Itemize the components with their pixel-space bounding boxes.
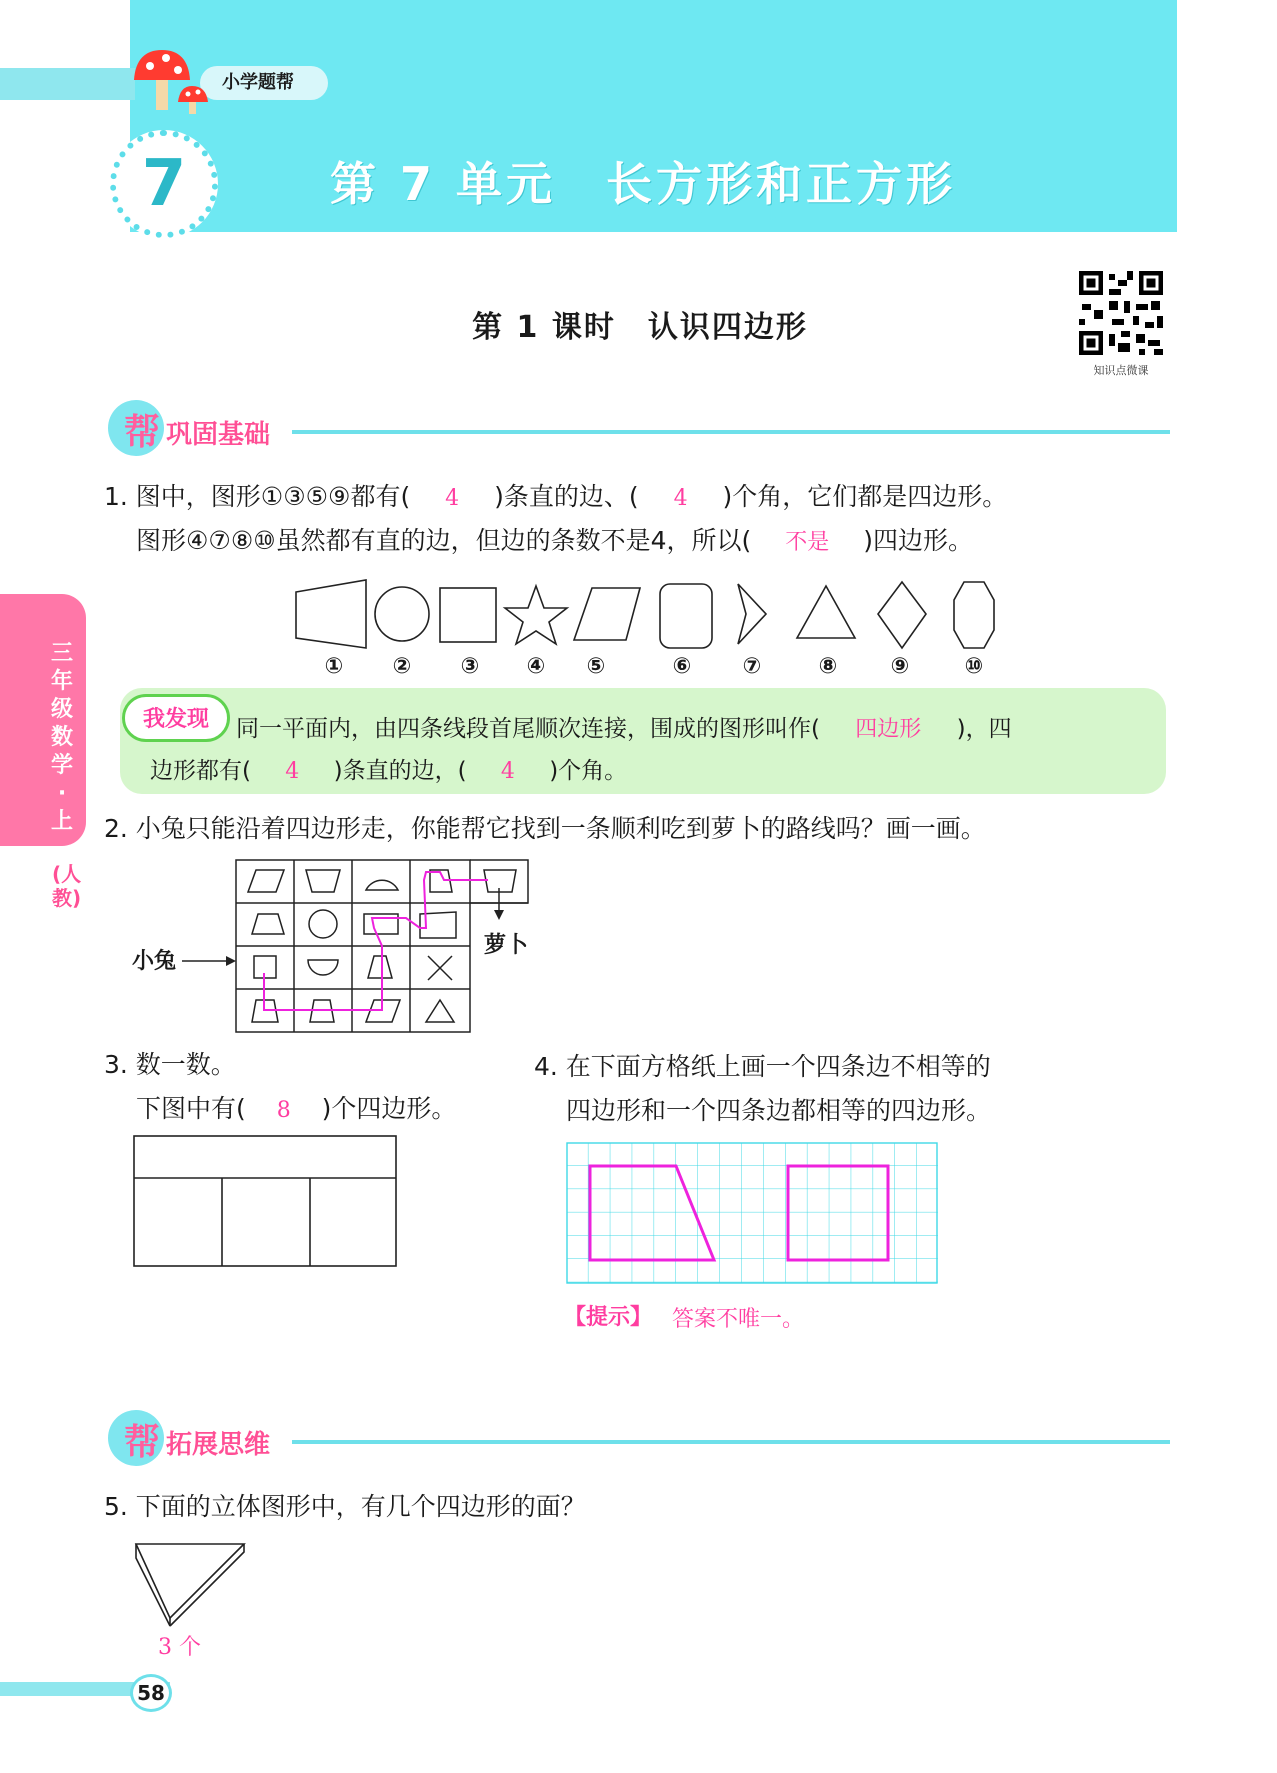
mushroom-icon [130,46,210,114]
question-2-text: 2. 小兔只能沿着四边形走，你能帮它找到一条顺利吃到萝卜的路线吗？画一画。 [104,814,986,843]
shape-label-6: ⑥ [672,654,692,679]
question-3-line: 下图中有( 8 )个四边形。 [136,1092,456,1128]
shapes-row [290,578,1010,656]
triangular-prism-figure [130,1540,252,1630]
shape-label-7: ⑦ [742,654,762,679]
discover-line-2: 边形都有( 4 )条直的边，( 4 )个角。 [150,754,627,789]
top-strip [0,68,135,100]
shape-5-parallelogram [574,588,640,640]
shape-2-circle [375,587,429,641]
edition-label: (人教) [52,862,82,910]
shape-6-rounded-rect [660,584,712,648]
section-divider [292,430,1170,434]
unit-title: 第 7 单元 长方形和正方形 [330,157,957,211]
unit-number: 7 [141,147,187,221]
shape-label-4: ④ [526,654,546,679]
section-bang-label: 帮 [124,412,161,453]
lesson-title: 第 1 课时 认识四边形 [472,310,808,345]
discover-answer-2: 4 [285,759,300,784]
shape-label-9: ⑨ [890,654,910,679]
qr-label: 知识点微课 [1093,364,1149,377]
grade-label: 三年级数学·上 [50,641,73,834]
grid-paper [566,1142,938,1286]
shape-label-2: ② [392,654,412,679]
shape-label-8: ⑧ [818,654,838,679]
question-5-text: 5. 下面的立体图形中，有几个四边形的面？ [104,1492,586,1521]
shape-label-3: ③ [460,654,480,679]
qr-code-icon[interactable] [1076,268,1166,358]
shape-3-square [440,588,496,642]
discover-answer-3: 4 [500,759,515,784]
hint-text: 答案不唯一。 [672,1307,805,1332]
section-title: 巩固基础 [166,420,271,450]
answer-1a: 4 [445,486,460,511]
carrot-label: 萝卜 [484,933,529,958]
shape-label-1: ① [324,654,344,679]
section-divider [292,1440,1170,1444]
question-4-line-2: 四边形和一个四条边都相等的四边形。 [566,1096,992,1125]
count-figure [132,1134,400,1270]
discover-badge: 我发现 [122,694,230,742]
arrow-right-icon [182,954,238,968]
answer-3: 8 [276,1098,291,1123]
section-title: 拓展思维 [166,1430,271,1460]
discover-line-1: 同一平面内，由四条线段首尾顺次连接，围成的图形叫作( 四边形 )，四 [236,712,1012,747]
question-1-line-1: 1. 图中，图形①③⑤⑨都有( 4 )条直的边、( 4 )个角，它们都是四边形。 [104,480,1007,516]
shape-label-10: ⑩ [964,654,984,679]
shape-8-triangle [797,586,855,638]
shape-7-arrowhead [738,584,766,644]
page-number: 58 [130,1674,172,1712]
shape-4-star [505,586,567,644]
question-3-title: 3. 数一数。 [104,1050,236,1079]
hint-label: 【提示】 [564,1305,653,1330]
section-bang-label: 帮 [124,1422,161,1463]
brand-label: 小学题帮 [200,66,328,100]
discover-answer-1: 四边形 [855,717,922,742]
question-1-line-2: 图形④⑦⑧⑩虽然都有直的边，但边的条数不是4，所以( 不是 )四边形。 [136,524,973,560]
shape-10-octagon [954,582,994,648]
question-4-line-1: 4. 在下面方格纸上画一个四条边不相等的 [534,1052,991,1081]
answer-1b: 4 [673,486,688,511]
shape-1-quadrilateral [296,580,366,648]
shape-label-5: ⑤ [586,654,606,679]
shape-9-rhombus [878,582,926,648]
answer-1c: 不是 [785,530,830,555]
rabbit-label: 小兔 [132,949,177,974]
answer-5: 3 个 [158,1635,201,1660]
